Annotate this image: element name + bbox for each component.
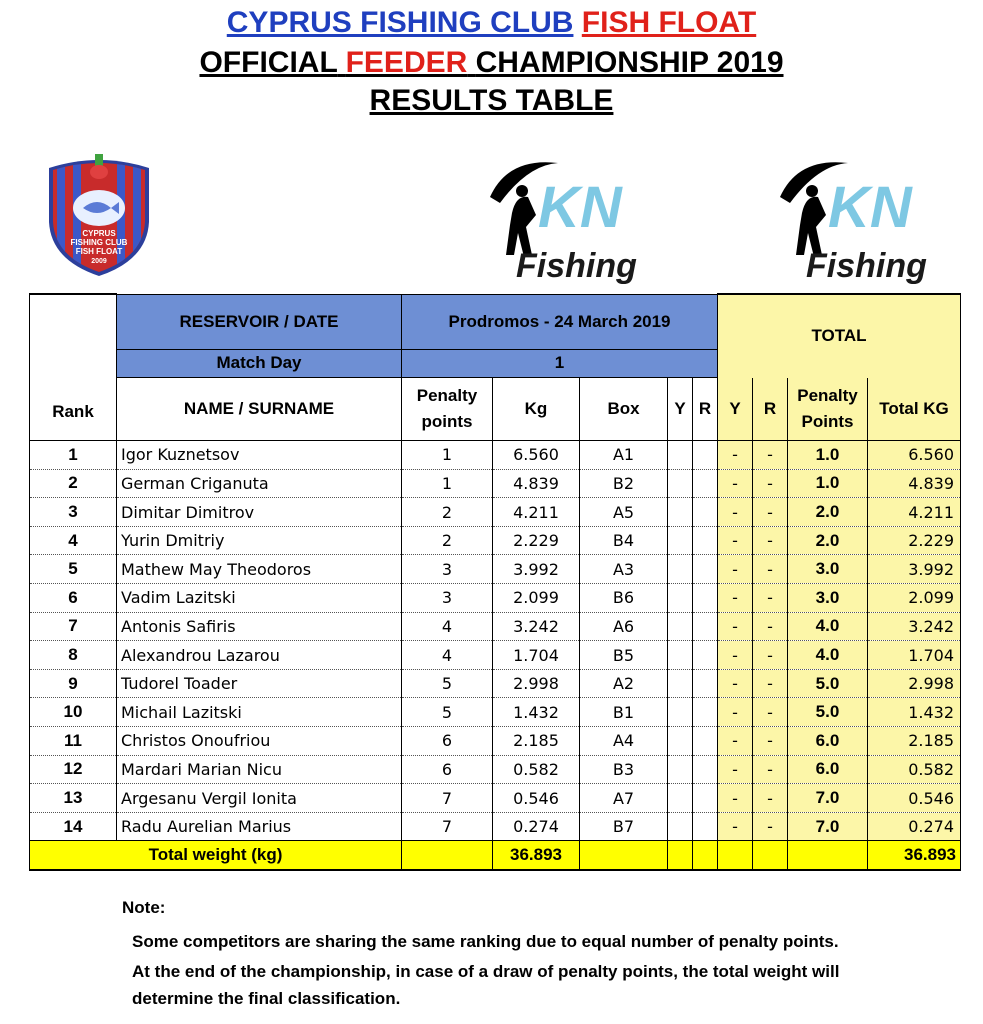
- penalty-cell: 2: [402, 498, 493, 527]
- total-weight-blank-6: [753, 841, 788, 870]
- name-cell: Mardari Marian Nicu: [117, 755, 402, 784]
- name-cell: Igor Kuznetsov: [117, 441, 402, 470]
- y-cell: [668, 555, 693, 584]
- box-cell: A7: [580, 784, 668, 813]
- kn-logo-fishing: Fishing: [516, 247, 637, 285]
- r-header: R: [693, 378, 718, 441]
- title-club-name: CYPRUS FISHING CLUB: [226, 6, 574, 39]
- kn-fishing-logo-2: [778, 155, 928, 290]
- y-cell: [668, 526, 693, 555]
- total-weight-day: 36.893: [493, 841, 580, 870]
- y-cell: [668, 498, 693, 527]
- table-row: [30, 526, 961, 555]
- name-cell: Argesanu Vergil Ionita: [117, 784, 402, 813]
- rank-cell: 9: [30, 669, 117, 698]
- box-cell: A5: [580, 498, 668, 527]
- kg-cell: 3.242: [493, 612, 580, 641]
- title-feeder: FEEDER: [345, 46, 468, 79]
- note-title: Note:: [122, 898, 166, 917]
- total-y-cell: -: [718, 584, 753, 613]
- kg-cell: 1.704: [493, 641, 580, 670]
- total-weight-blank-1: [402, 841, 493, 870]
- total-penalty-cell: 2.0: [788, 498, 868, 527]
- total-kg-cell: 0.546: [868, 784, 961, 813]
- rank-cell: 8: [30, 641, 117, 670]
- kg-cell: 4.211: [493, 498, 580, 527]
- total-penalty-header-2: Points: [801, 411, 854, 431]
- box-cell: B6: [580, 584, 668, 613]
- total-penalty-cell: 1.0: [788, 469, 868, 498]
- r-cell: [693, 669, 718, 698]
- total-y-cell: -: [718, 784, 753, 813]
- total-penalty-cell: 6.0: [788, 755, 868, 784]
- penalty-cell: 1: [402, 469, 493, 498]
- penalty-cell: 4: [402, 641, 493, 670]
- rank-cell: 13: [30, 784, 117, 813]
- table-row: [30, 812, 961, 841]
- total-r-cell: -: [753, 441, 788, 470]
- name-cell: Vadim Lazitski: [117, 584, 402, 613]
- total-kg-cell: 2.099: [868, 584, 961, 613]
- total-r-cell: -: [753, 784, 788, 813]
- total-penalty-cell: 6.0: [788, 727, 868, 756]
- total-penalty-cell: 4.0: [788, 612, 868, 641]
- total-kg-cell: 2.185: [868, 727, 961, 756]
- results-rows: [30, 441, 961, 841]
- rank-cell: 5: [30, 555, 117, 584]
- total-r-cell: -: [753, 612, 788, 641]
- total-r-cell: -: [753, 469, 788, 498]
- box-cell: B2: [580, 469, 668, 498]
- kg-header: Kg: [493, 378, 580, 441]
- table-row: [30, 641, 961, 670]
- rank-cell: 2: [30, 469, 117, 498]
- table-row: [30, 755, 961, 784]
- total-kg-cell: 4.839: [868, 469, 961, 498]
- name-cell: Tudorel Toader: [117, 669, 402, 698]
- total-y-cell: -: [718, 469, 753, 498]
- r-cell: [693, 698, 718, 727]
- y-cell: [668, 727, 693, 756]
- y-cell: [668, 698, 693, 727]
- title-official: OFFICIAL: [199, 46, 338, 79]
- box-cell: A3: [580, 555, 668, 584]
- penalty-cell: 1: [402, 441, 493, 470]
- total-r-cell: -: [753, 727, 788, 756]
- penalty-cell: 4: [402, 612, 493, 641]
- name-cell: Michail Lazitski: [117, 698, 402, 727]
- total-penalty-cell: 3.0: [788, 584, 868, 613]
- total-y-cell: -: [718, 812, 753, 841]
- name-cell: Alexandrou Lazarou: [117, 641, 402, 670]
- y-cell: [668, 612, 693, 641]
- total-kg-cell: 6.560: [868, 441, 961, 470]
- total-y-cell: -: [718, 498, 753, 527]
- title-line-2: [0, 46, 983, 80]
- kg-cell: 0.582: [493, 755, 580, 784]
- title-results-table: RESULTS TABLE: [369, 84, 614, 117]
- club-logo: [43, 152, 155, 276]
- name-header: NAME / SURNAME: [117, 378, 402, 441]
- penalty-header: [402, 378, 493, 441]
- total-y-cell: -: [718, 641, 753, 670]
- total-penalty-cell: 4.0: [788, 641, 868, 670]
- total-r-cell: -: [753, 698, 788, 727]
- table-row: [30, 441, 961, 470]
- total-header: TOTAL: [718, 294, 961, 378]
- rank-cell: 1: [30, 441, 117, 470]
- rank-cell: 7: [30, 612, 117, 641]
- penalty-cell: 7: [402, 784, 493, 813]
- penalty-cell: 7: [402, 812, 493, 841]
- y-cell: [668, 441, 693, 470]
- total-y-cell: -: [718, 755, 753, 784]
- penalty-header-2: points: [421, 412, 473, 432]
- penalty-cell: 6: [402, 727, 493, 756]
- total-penalty-cell: 5.0: [788, 698, 868, 727]
- kn-logo-fishing-2: Fishing: [806, 247, 927, 285]
- total-r-cell: -: [753, 812, 788, 841]
- title-fish-float: FISH FLOAT: [581, 6, 757, 39]
- kn-logo-text-2: KN: [828, 175, 912, 240]
- total-r-cell: -: [753, 498, 788, 527]
- r-cell: [693, 641, 718, 670]
- y-header: Y: [668, 378, 693, 441]
- box-cell: B7: [580, 812, 668, 841]
- penalty-cell: 5: [402, 669, 493, 698]
- r-cell: [693, 526, 718, 555]
- total-penalty-cell: 7.0: [788, 812, 868, 841]
- club-logo-text-2: FISHING CLUB: [70, 238, 128, 247]
- total-r-cell: -: [753, 641, 788, 670]
- total-weight-blank-3: [668, 841, 693, 870]
- name-cell: Mathew May Theodoros: [117, 555, 402, 584]
- reservoir-label: RESERVOIR / DATE: [117, 294, 402, 349]
- note-line-3: determine the final classification.: [132, 989, 401, 1008]
- total-kg-cell: 2.229: [868, 526, 961, 555]
- kg-cell: 6.560: [493, 441, 580, 470]
- penalty-cell: 2: [402, 526, 493, 555]
- total-r-cell: -: [753, 755, 788, 784]
- match-day-label: Match Day: [117, 349, 402, 378]
- club-logo-text-4: 2009: [91, 258, 107, 265]
- r-cell: [693, 498, 718, 527]
- total-kg-cell: 0.274: [868, 812, 961, 841]
- table-row: [30, 584, 961, 613]
- total-penalty-cell: 3.0: [788, 555, 868, 584]
- total-r-cell: -: [753, 584, 788, 613]
- table-row: [30, 727, 961, 756]
- total-penalty-header-1: Penalty: [797, 385, 858, 405]
- total-weight-blank-2: [580, 841, 668, 870]
- total-kg-cell: 2.998: [868, 669, 961, 698]
- kn-logo-text: KN: [538, 175, 622, 240]
- r-cell: [693, 784, 718, 813]
- name-cell: Dimitar Dimitrov: [117, 498, 402, 527]
- total-y-cell: -: [718, 441, 753, 470]
- kg-cell: 3.992: [493, 555, 580, 584]
- rank-cell: 6: [30, 584, 117, 613]
- box-cell: B5: [580, 641, 668, 670]
- r-cell: [693, 441, 718, 470]
- total-r-header: R: [753, 378, 788, 441]
- total-y-cell: -: [718, 727, 753, 756]
- total-r-cell: -: [753, 555, 788, 584]
- y-cell: [668, 755, 693, 784]
- name-cell: Yurin Dmitriy: [117, 526, 402, 555]
- box-cell: A1: [580, 441, 668, 470]
- y-cell: [668, 641, 693, 670]
- kg-cell: 4.839: [493, 469, 580, 498]
- total-y-cell: -: [718, 612, 753, 641]
- total-penalty-header: [788, 378, 868, 441]
- box-cell: B1: [580, 698, 668, 727]
- rank-cell: 4: [30, 526, 117, 555]
- box-cell: B4: [580, 526, 668, 555]
- name-cell: German Criganuta: [117, 469, 402, 498]
- total-kg-cell: 3.992: [868, 555, 961, 584]
- rank-cell: 14: [30, 812, 117, 841]
- total-weight-blank-4: [693, 841, 718, 870]
- r-cell: [693, 612, 718, 641]
- total-kg-cell: 1.432: [868, 698, 961, 727]
- total-penalty-cell: 1.0: [788, 441, 868, 470]
- table-row: [30, 498, 961, 527]
- r-cell: [693, 812, 718, 841]
- note-line-2: At the end of the championship, in case of a draw of penalty points, the total weight will: [132, 962, 840, 981]
- kg-cell: 0.546: [493, 784, 580, 813]
- rank-header: Rank: [52, 402, 94, 422]
- table-row: [30, 555, 961, 584]
- table-row: [30, 612, 961, 641]
- club-logo-text-1: CYPRUS: [82, 229, 116, 238]
- reservoir-value: Prodromos - 24 March 2019: [402, 294, 718, 349]
- penalty-cell: 6: [402, 755, 493, 784]
- box-cell: B3: [580, 755, 668, 784]
- total-penalty-cell: 7.0: [788, 784, 868, 813]
- kg-cell: 2.185: [493, 727, 580, 756]
- total-y-cell: -: [718, 526, 753, 555]
- kg-cell: 0.274: [493, 812, 580, 841]
- kg-cell: 2.998: [493, 669, 580, 698]
- kg-cell: 2.229: [493, 526, 580, 555]
- box-cell: A2: [580, 669, 668, 698]
- r-cell: [693, 584, 718, 613]
- total-weight-blank-7: [788, 841, 868, 870]
- table-row: [30, 698, 961, 727]
- rank-cell: 3: [30, 498, 117, 527]
- total-y-cell: -: [718, 555, 753, 584]
- rank-cell: 10: [30, 698, 117, 727]
- total-penalty-cell: 5.0: [788, 669, 868, 698]
- r-cell: [693, 469, 718, 498]
- match-day-value: 1: [402, 349, 718, 378]
- rank-header-cell: [30, 294, 117, 441]
- club-logo-text-3: FISH FLOAT: [75, 247, 123, 256]
- kn-fishing-logo: [488, 155, 638, 290]
- note-line-1: Some competitors are sharing the same ranking due to equal number of penalty points.: [132, 932, 839, 951]
- results-table: [29, 293, 961, 871]
- total-kg-cell: 1.704: [868, 641, 961, 670]
- total-y-cell: -: [718, 698, 753, 727]
- total-y-cell: -: [718, 669, 753, 698]
- penalty-cell: 3: [402, 584, 493, 613]
- total-r-cell: -: [753, 669, 788, 698]
- total-y-header: Y: [718, 378, 753, 441]
- name-cell: Radu Aurelian Marius: [117, 812, 402, 841]
- total-kg-cell: 4.211: [868, 498, 961, 527]
- total-r-cell: -: [753, 526, 788, 555]
- y-cell: [668, 669, 693, 698]
- table-row: [30, 469, 961, 498]
- r-cell: [693, 755, 718, 784]
- kg-cell: 1.432: [493, 698, 580, 727]
- penalty-header-1: Penalty: [416, 386, 478, 406]
- r-cell: [693, 555, 718, 584]
- box-cell: A6: [580, 612, 668, 641]
- y-cell: [668, 784, 693, 813]
- r-cell: [693, 727, 718, 756]
- total-kg-cell: 3.242: [868, 612, 961, 641]
- name-cell: Christos Onoufriou: [117, 727, 402, 756]
- rank-cell: 11: [30, 727, 117, 756]
- kg-cell: 2.099: [493, 584, 580, 613]
- penalty-cell: 3: [402, 555, 493, 584]
- total-weight-blank-5: [718, 841, 753, 870]
- total-weight-all: 36.893: [868, 841, 961, 870]
- y-cell: [668, 584, 693, 613]
- total-penalty-cell: 2.0: [788, 526, 868, 555]
- y-cell: [668, 812, 693, 841]
- box-header: Box: [580, 378, 668, 441]
- name-cell: Antonis Safiris: [117, 612, 402, 641]
- y-cell: [668, 469, 693, 498]
- rank-cell: 12: [30, 755, 117, 784]
- table-row: [30, 784, 961, 813]
- title-championship: CHAMPIONSHIP 2019: [475, 46, 784, 79]
- total-weight-label: Total weight (kg): [30, 841, 402, 870]
- penalty-cell: 5: [402, 698, 493, 727]
- title-line-1: [0, 6, 983, 40]
- total-kg-header: Total KG: [868, 378, 961, 441]
- box-cell: A4: [580, 727, 668, 756]
- total-kg-cell: 0.582: [868, 755, 961, 784]
- table-row: [30, 669, 961, 698]
